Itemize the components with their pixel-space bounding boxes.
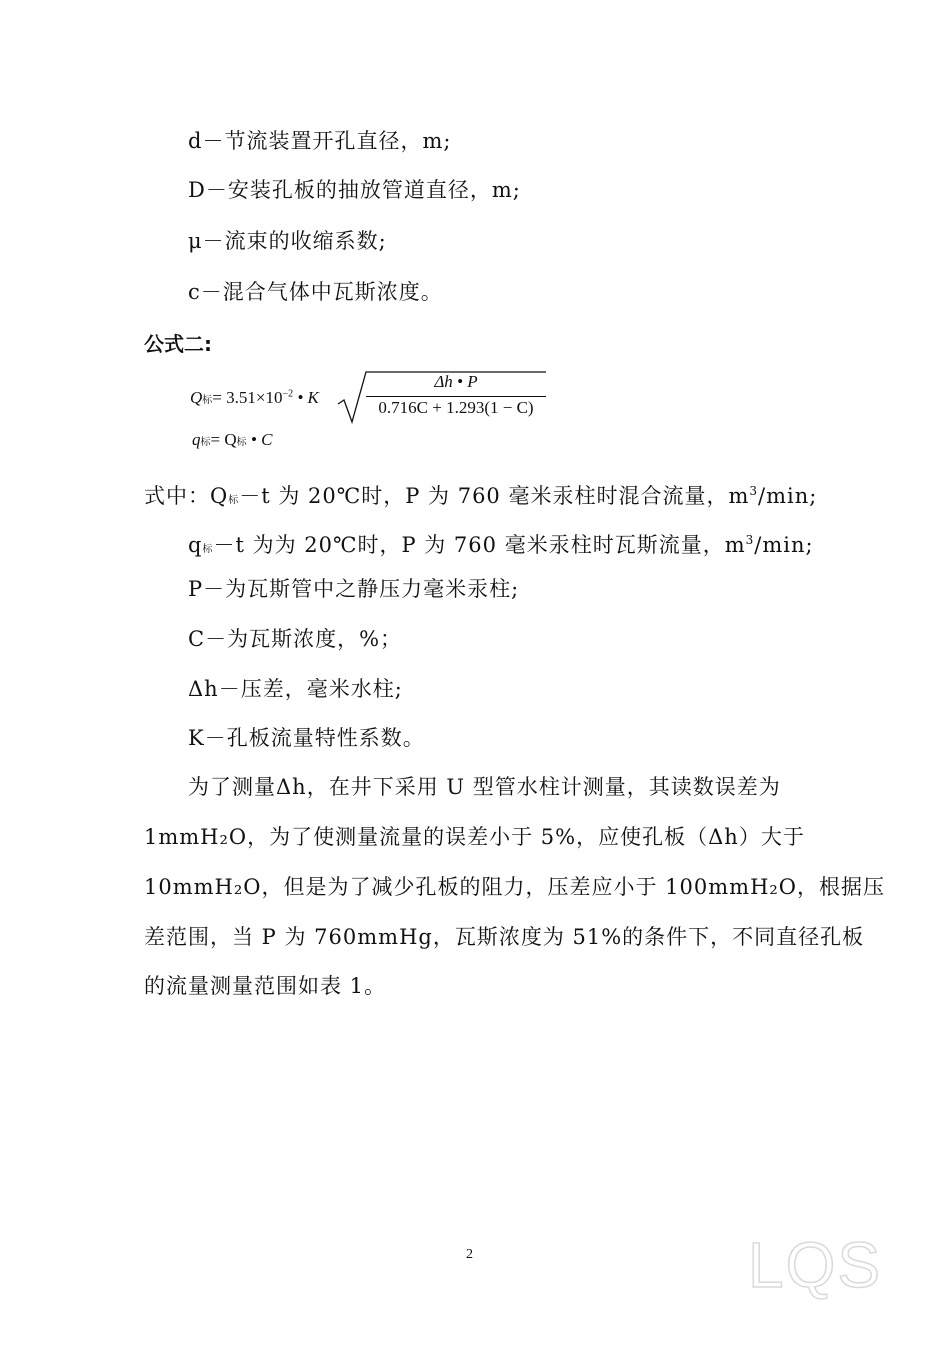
where-q: q标－t 为为 20℃时，P 为 760 毫米汞柱时瓦斯流量，$m^3/\min$; [188, 533, 814, 557]
formula-two-heading: 公式二: [144, 332, 212, 356]
where-Q: 式中：Q标－t 为 20℃时，P 为 760 毫米汞柱时混合流量，$m^3/\min$; [144, 484, 818, 508]
def-D: D－安装孔板的抽放管道直径，m; [188, 178, 521, 202]
paragraph-line-2: 1mmH₂O，为了使测量流量的误差小于 5%，应使孔板（Δh）大于 [144, 825, 805, 849]
fraction-numerator: Δh • P [434, 372, 478, 391]
def-mu: μ－流束的收缩系数; [188, 229, 387, 253]
page-number: 2 [466, 1247, 473, 1262]
sqrt-fraction [336, 366, 548, 426]
formula-line-1: Q标= $3.51\times 10^{-2}$ • K [190, 388, 319, 407]
fraction-bar [366, 396, 546, 397]
watermark-logo: LQS [748, 1229, 883, 1301]
paragraph-line-4: 差范围，当 P 为 760mmHg，瓦斯浓度为 51%的条件下，不同直径孔板 [144, 925, 865, 949]
paragraph-line-1: 为了测量Δh，在井下采用 U 型管水柱计测量，其读数误差为 [188, 775, 781, 799]
paragraph-line-5: 的流量测量范围如表 1。 [144, 974, 387, 998]
def-c: c－混合气体中瓦斯浓度。 [188, 280, 443, 304]
def-d: d－节流装置开孔直径，m; [188, 129, 452, 153]
where-K: K－孔板流量特性系数。 [188, 726, 425, 750]
where-P: P－为瓦斯管中之静压力毫米汞柱; [188, 577, 520, 601]
where-C: C－为瓦斯浓度，%； [188, 627, 403, 651]
where-dh: Δh－压差，毫米水柱; [188, 677, 403, 701]
paragraph-line-3: 10mmH₂O，但是为了减少孔板的阻力，压差应小于 100mmH₂O，根据压 [144, 875, 886, 899]
fraction-denominator: 0.716C + 1.293(1 − C) [378, 398, 534, 417]
formula-line-2: q标= Q标 • C [192, 430, 273, 449]
